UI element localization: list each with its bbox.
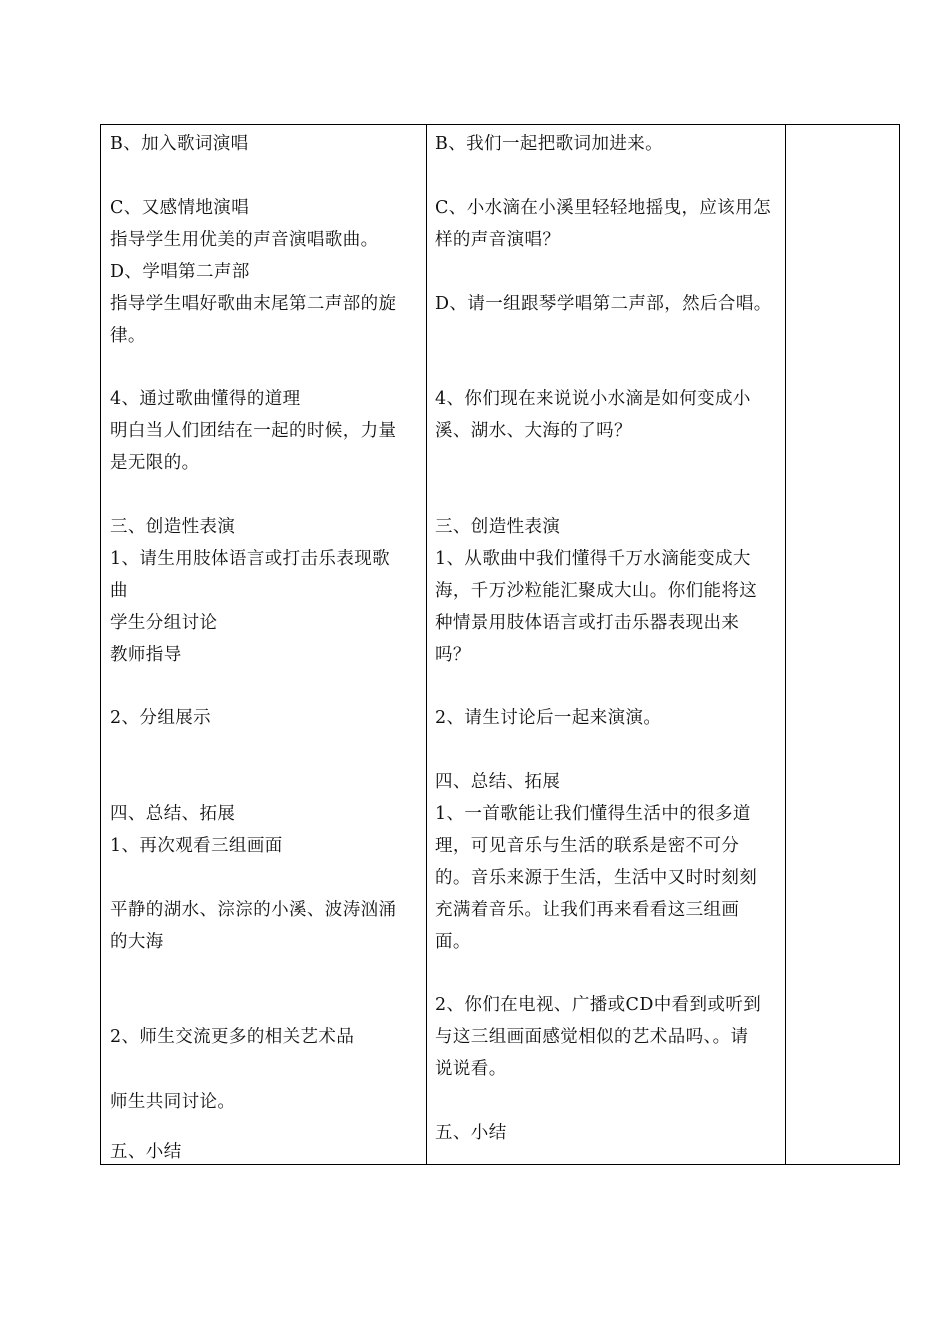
- notes-column: [786, 125, 899, 1164]
- middle-line: 1、一首歌能让我们懂得生活中的很多道: [435, 804, 751, 824]
- teacher-activity-column: [435, 125, 780, 1164]
- left-line: 平静的湖水、淙淙的小溪、波涛汹涌: [110, 900, 397, 920]
- middle-line: B、我们一起把歌词加进来。: [435, 134, 664, 154]
- student-activity-column: [110, 125, 420, 1164]
- middle-line: 与这三组画面感觉相似的艺术品吗、。请: [435, 1027, 749, 1047]
- left-line: C、又感情地演唱: [110, 198, 250, 218]
- middle-line: D、请一组跟琴学唱第二声部，然后合唱。: [435, 294, 772, 314]
- left-line: 2、师生交流更多的相关艺术品: [110, 1027, 355, 1047]
- middle-line: 1、从歌曲中我们懂得千万水滴能变成大: [435, 549, 751, 569]
- left-line: 律。: [110, 326, 146, 346]
- middle-line: 三、创造性表演: [435, 517, 561, 537]
- middle-line: C、小水滴在小溪里轻轻地摇曳，应该用怎: [435, 198, 771, 218]
- middle-line: 种情景用肢体语言或打击乐器表现出来: [435, 613, 740, 633]
- middle-line: 样的声音演唱？: [435, 230, 561, 250]
- middle-line: 2、请生讨论后一起来演演。: [435, 708, 662, 728]
- left-line: 曲: [110, 581, 128, 601]
- left-line: D、学唱第二声部: [110, 262, 250, 282]
- left-line: 2、分组展示: [110, 708, 212, 728]
- left-line: 4、通过歌曲懂得的道理: [110, 389, 301, 409]
- left-line: 1、再次观看三组画面: [110, 836, 283, 856]
- left-line: 指导学生唱好歌曲末尾第二声部的旋: [110, 294, 397, 314]
- middle-line: 面。: [435, 932, 471, 952]
- left-line: 是无限的。: [110, 453, 200, 473]
- left-line: 指导学生用优美的声音演唱歌曲。: [110, 230, 379, 250]
- left-line: 明白当人们团结在一起的时候，力量: [110, 421, 397, 441]
- left-line: 的大海: [110, 932, 164, 952]
- left-line: 学生分组讨论: [110, 613, 218, 633]
- left-line: 五、小结: [110, 1142, 182, 1162]
- middle-line: 四、总结、拓展: [435, 772, 561, 792]
- left-line: B、加入歌词演唱: [110, 134, 249, 154]
- left-line: 三、创造性表演: [110, 517, 236, 537]
- left-line: 教师指导: [110, 645, 182, 665]
- middle-line: 说说看。: [435, 1059, 507, 1079]
- left-line: 1、请生用肢体语言或打击乐表现歌: [110, 549, 391, 569]
- middle-line: 充满着音乐。让我们再来看看这三组画: [435, 900, 740, 920]
- lesson-plan-table: [100, 124, 900, 1165]
- middle-line: 溪、湖水、大海的了吗？: [435, 421, 632, 441]
- middle-line: 的。音乐来源于生活，生活中又时时刻刻: [435, 868, 758, 888]
- middle-line: 五、小结: [435, 1123, 507, 1143]
- left-line: 师生共同讨论。: [110, 1092, 236, 1112]
- middle-line: 吗？: [435, 645, 471, 665]
- middle-line: 理，可见音乐与生活的联系是密不可分: [435, 836, 740, 856]
- column-divider-1: [426, 125, 427, 1164]
- middle-line: 4、你们现在来说说小水滴是如何变成小: [435, 389, 751, 409]
- middle-line: 2、你们在电视、广播或CD中看到或听到: [435, 995, 762, 1015]
- left-line: 四、总结、拓展: [110, 804, 236, 824]
- middle-line: 海，千万沙粒能汇聚成大山。你们能将这: [435, 581, 758, 601]
